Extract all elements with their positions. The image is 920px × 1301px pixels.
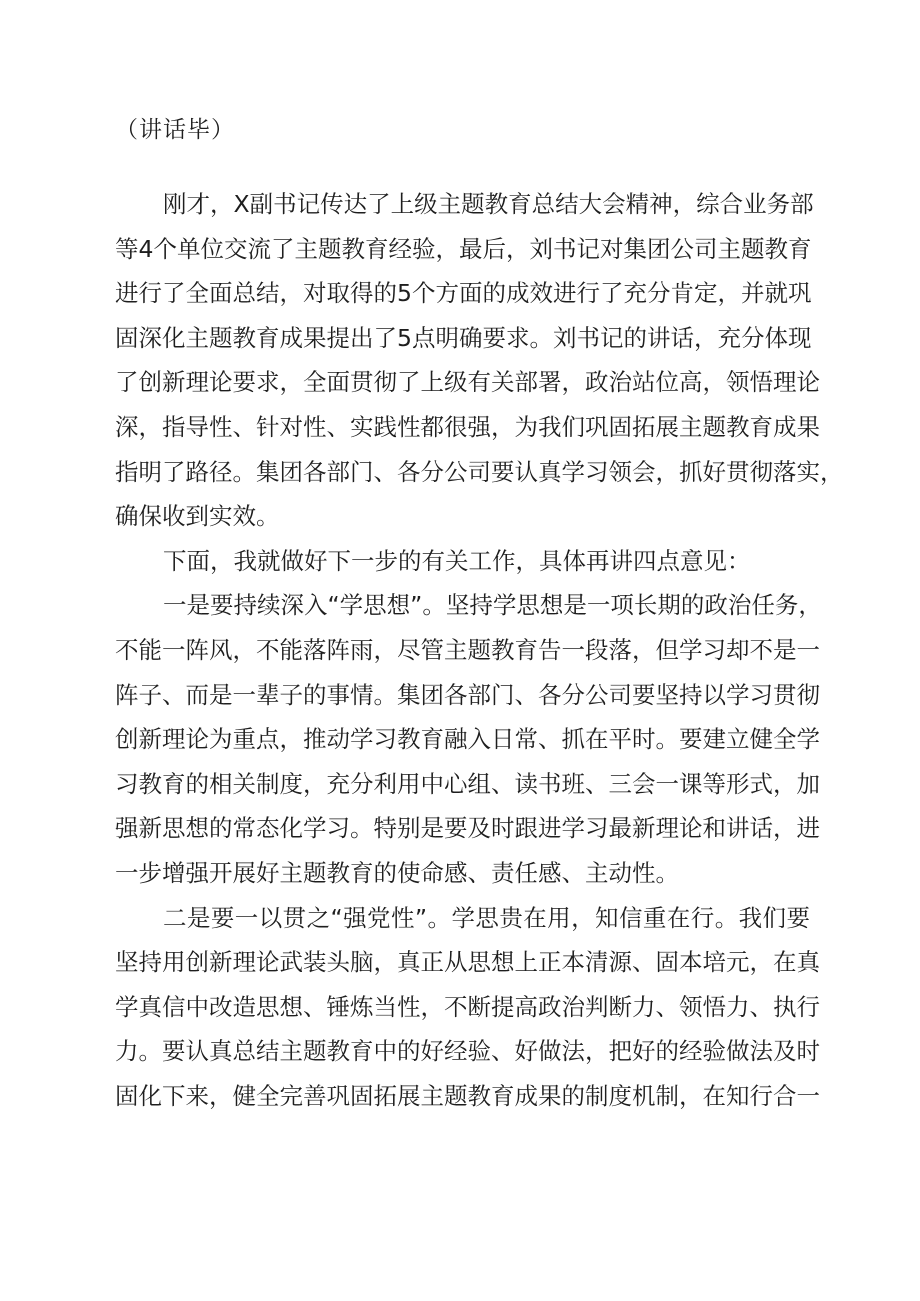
document-page bbox=[115, 112, 844, 1118]
text-line: 习教育的相关制度，充分利用中心组、读书班、三会一课等形式，加 bbox=[115, 769, 820, 798]
text-line: 一步增强开展好主题教育的使命感、责任感、主动性。 bbox=[115, 858, 679, 887]
text-line: 强新思想的常态化学习。特别是要及时跟进学习最新理论和讲话，进 bbox=[115, 814, 820, 843]
text-line: 刚才，X副书记传达了上级主题教育总结大会精神，综合业务部 bbox=[163, 190, 814, 218]
text-line: 深，指导性、针对性、实践性都很强，为我们巩固拓展主题教育成果 bbox=[115, 412, 820, 441]
text-line: 一是要持续深入“学思想”。坚持学思想是一项长期的政治任务， bbox=[163, 591, 822, 620]
text-line: 指明了路径。集团各部门、各分公司要认真学习领会，抓好贯彻落实， bbox=[115, 457, 844, 486]
text-line: 固化下来，健全完善巩固拓展主题教育成果的制度机制，在知行合一 bbox=[115, 1081, 820, 1110]
paragraph bbox=[115, 896, 820, 1119]
text-line: 学真信中改造思想、锤炼当性，不断提高政治判断力、领悟力、执行 bbox=[115, 992, 820, 1021]
text-line: 了创新理论要求，全面贯彻了上级有关部署，政治站位高，领悟理论 bbox=[115, 368, 820, 397]
blank-spacer bbox=[115, 148, 810, 182]
document-body bbox=[115, 182, 844, 1118]
text-line: 下面，我就做好下一步的有关工作，具体再讲四点意见： bbox=[163, 546, 751, 575]
paragraph bbox=[115, 539, 810, 584]
text-line: 不能一阵风，不能落阵雨，尽管主题教育告一段落，但学习却不是一 bbox=[115, 635, 820, 664]
closing-note: （讲话毕） bbox=[115, 117, 235, 143]
paragraph bbox=[115, 583, 822, 895]
text-line: 阵子、而是一辈子的事情。集团各部门、各分公司要坚持以学习贯彻 bbox=[115, 680, 820, 709]
text-line: 进行了全面总结，对取得的5个方面的成效进行了充分肯定，并就巩 bbox=[115, 279, 812, 308]
text-line: 二是要一以贯之“强党性”。学思贵在用，知信重在行。我们要 bbox=[163, 903, 810, 932]
text-line: 坚持用创新理论武装头脑，真正从思想上正本清源、固本培元，在真 bbox=[115, 948, 820, 977]
text-line: 力。要认真总结主题教育中的好经验、好做法，把好的经验做法及时 bbox=[115, 1037, 820, 1066]
paragraph bbox=[115, 182, 844, 539]
text-line: 等4个单位交流了主题教育经验，最后，刘书记对集团公司主题教育 bbox=[115, 234, 812, 263]
text-line: 创新理论为重点，推动学习教育融入日常、抓在平时。要建立健全学 bbox=[115, 725, 820, 754]
text-line: 固深化主题教育成果提出了5点明确要求。刘书记的讲话，充分体现 bbox=[115, 323, 812, 352]
text-line: 确保收到实效。 bbox=[115, 502, 280, 531]
